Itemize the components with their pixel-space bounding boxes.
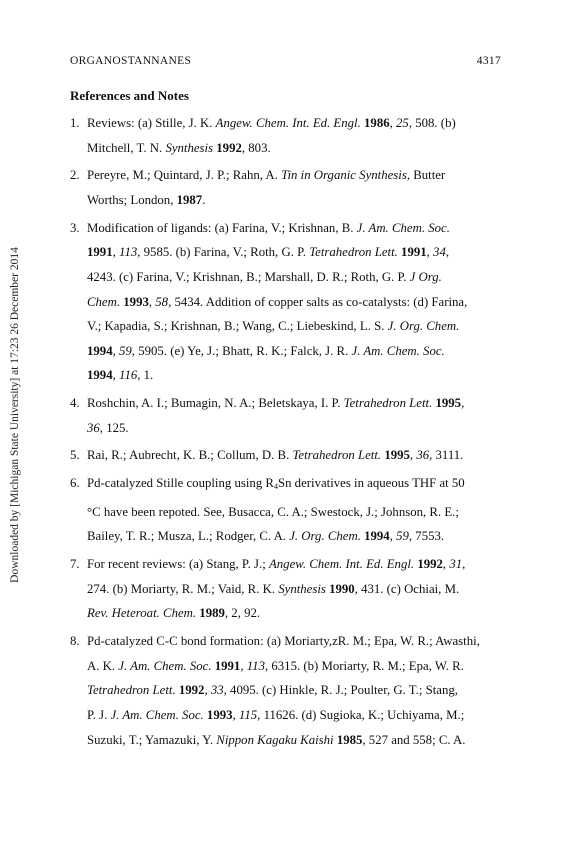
reference-item	[70, 111, 502, 160]
reference-line: Bailey, T. R.; Musza, L.; Rodger, C. A. J. Org. Chem. 1994, 59, 7553.	[87, 529, 445, 544]
reference-line: 1994, 116, 1.	[87, 368, 154, 383]
reference-line: Rev. Heteroat. Chem. 1989, 2, 92.	[87, 606, 261, 621]
page-number: 4317	[476, 55, 501, 67]
reference-text	[87, 111, 502, 160]
reference-line: 1994, 59, 5905. (e) Ye, J.; Bhatt, R. K.; Falck, J. R. J. Am. Chem. Soc.	[87, 343, 445, 358]
reference-line: Modification of ligands: (a) Farina, V.; Krishnan, B. J. Am. Chem. Soc.	[87, 220, 450, 235]
reference-line: Roshchin, A. I.; Bumagin, N. A.; Beletskaya, I. P. Tetrahedron Lett. 1995,	[87, 396, 465, 411]
reference-number: 4.	[70, 396, 80, 411]
reference-item	[70, 471, 502, 549]
reference-line: Pereyre, M.; Quintard, J. P.; Rahn, A. Tin in Organic Synthesis, Butter	[87, 168, 446, 183]
reference-line: A. K. J. Am. Chem. Soc. 1991, 113, 6315. (b) Moriarty, R. M.; Epa, W. R.	[87, 658, 464, 673]
reference-item	[70, 629, 502, 752]
reference-number: 6.	[70, 476, 80, 491]
reference-line: 36, 125.	[87, 420, 129, 435]
reference-line: °C have been repoted. See, Busacca, C. A.; Swestock, J.; Johnson, R. E.;	[87, 504, 459, 519]
download-watermark	[2, 200, 28, 630]
reference-line: Tetrahedron Lett. 1992, 33, 4095. (c) Hinkle, R. J.; Poulter, G. T.; Stang,	[87, 683, 458, 698]
reference-line: Rai, R.; Aubrecht, K. B.; Collum, D. B. Tetrahedron Lett. 1995, 36, 3111.	[87, 448, 464, 463]
reference-item	[70, 216, 502, 388]
reference-text	[87, 216, 502, 388]
reference-number: 7.	[70, 557, 80, 572]
reference-number: 3.	[70, 220, 80, 235]
reference-line: Mitchell, T. N. Synthesis 1992, 803.	[87, 140, 271, 155]
reference-line: Suzuki, T.; Yamazuki, Y. Nippon Kagaku Kaishi 1985, 527 and 558; C. A.	[87, 732, 466, 747]
reference-item	[70, 552, 502, 626]
running-title: ORGANOSTANNANES	[70, 55, 192, 67]
reference-line: 1991, 113, 9585. (b) Farina, V.; Roth, G. P. Tetrahedron Lett. 1991, 34,	[87, 245, 450, 260]
reference-text	[87, 552, 502, 626]
reference-line: P. J. J. Am. Chem. Soc. 1993, 115, 11626. (d) Sugioka, K.; Uchiyama, M.;	[87, 707, 465, 722]
reference-line: Pd-catalyzed C-C bond formation: (a) Moriarty,zR. M.; Epa, W. R.; Awasthi,	[87, 634, 480, 649]
reference-text	[87, 443, 502, 468]
reference-number: 5.	[70, 448, 80, 463]
reference-text	[87, 391, 502, 440]
reference-number: 2.	[70, 168, 80, 183]
reference-line: For recent reviews: (a) Stang, P. J.; Angew. Chem. Int. Ed. Engl. 1992, 31,	[87, 557, 466, 572]
reference-line: Pd-catalyzed Stille coupling using $R_4Sn$ derivatives in aqueous THF at 50	[87, 476, 465, 492]
reference-list	[70, 111, 502, 755]
reference-text	[87, 163, 502, 212]
reference-item	[70, 163, 502, 212]
section-heading: References and Notes	[70, 88, 189, 103]
reference-item	[70, 443, 502, 468]
reference-line: 4243. (c) Farina, V.; Krishnan, B.; Marshall, D. R.; Roth, G. P. J Org.	[87, 269, 442, 284]
reference-text	[87, 471, 502, 549]
reference-number: 8.	[70, 634, 80, 649]
reference-number: 1.	[70, 116, 80, 130]
reference-line: 274. (b) Moriarty, R. M.; Vaid, R. K. Synthesis 1990, 431. (c) Ochiai, M.	[87, 581, 460, 596]
reference-line: Worths; London, 1987.	[87, 192, 206, 207]
reference-item	[70, 391, 502, 440]
reference-line: Reviews: (a) Stille, J. K. Angew. Chem. Int. Ed. Engl. 1986, 25, 508. (b)	[87, 116, 456, 130]
reference-line: V.; Kapadia, S.; Krishnan, B.; Wang, C.; Liebeskind, L. S. J. Org. Chem.	[87, 319, 460, 334]
download-watermark-text: Downloaded by [Michigan State University] at 17:23 26 December 2014	[9, 247, 21, 583]
reference-text	[87, 629, 502, 752]
reference-line: Chem. 1993, 58, 5434. Addition of copper salts as co-catalysts: (d) Farina,	[87, 294, 468, 309]
